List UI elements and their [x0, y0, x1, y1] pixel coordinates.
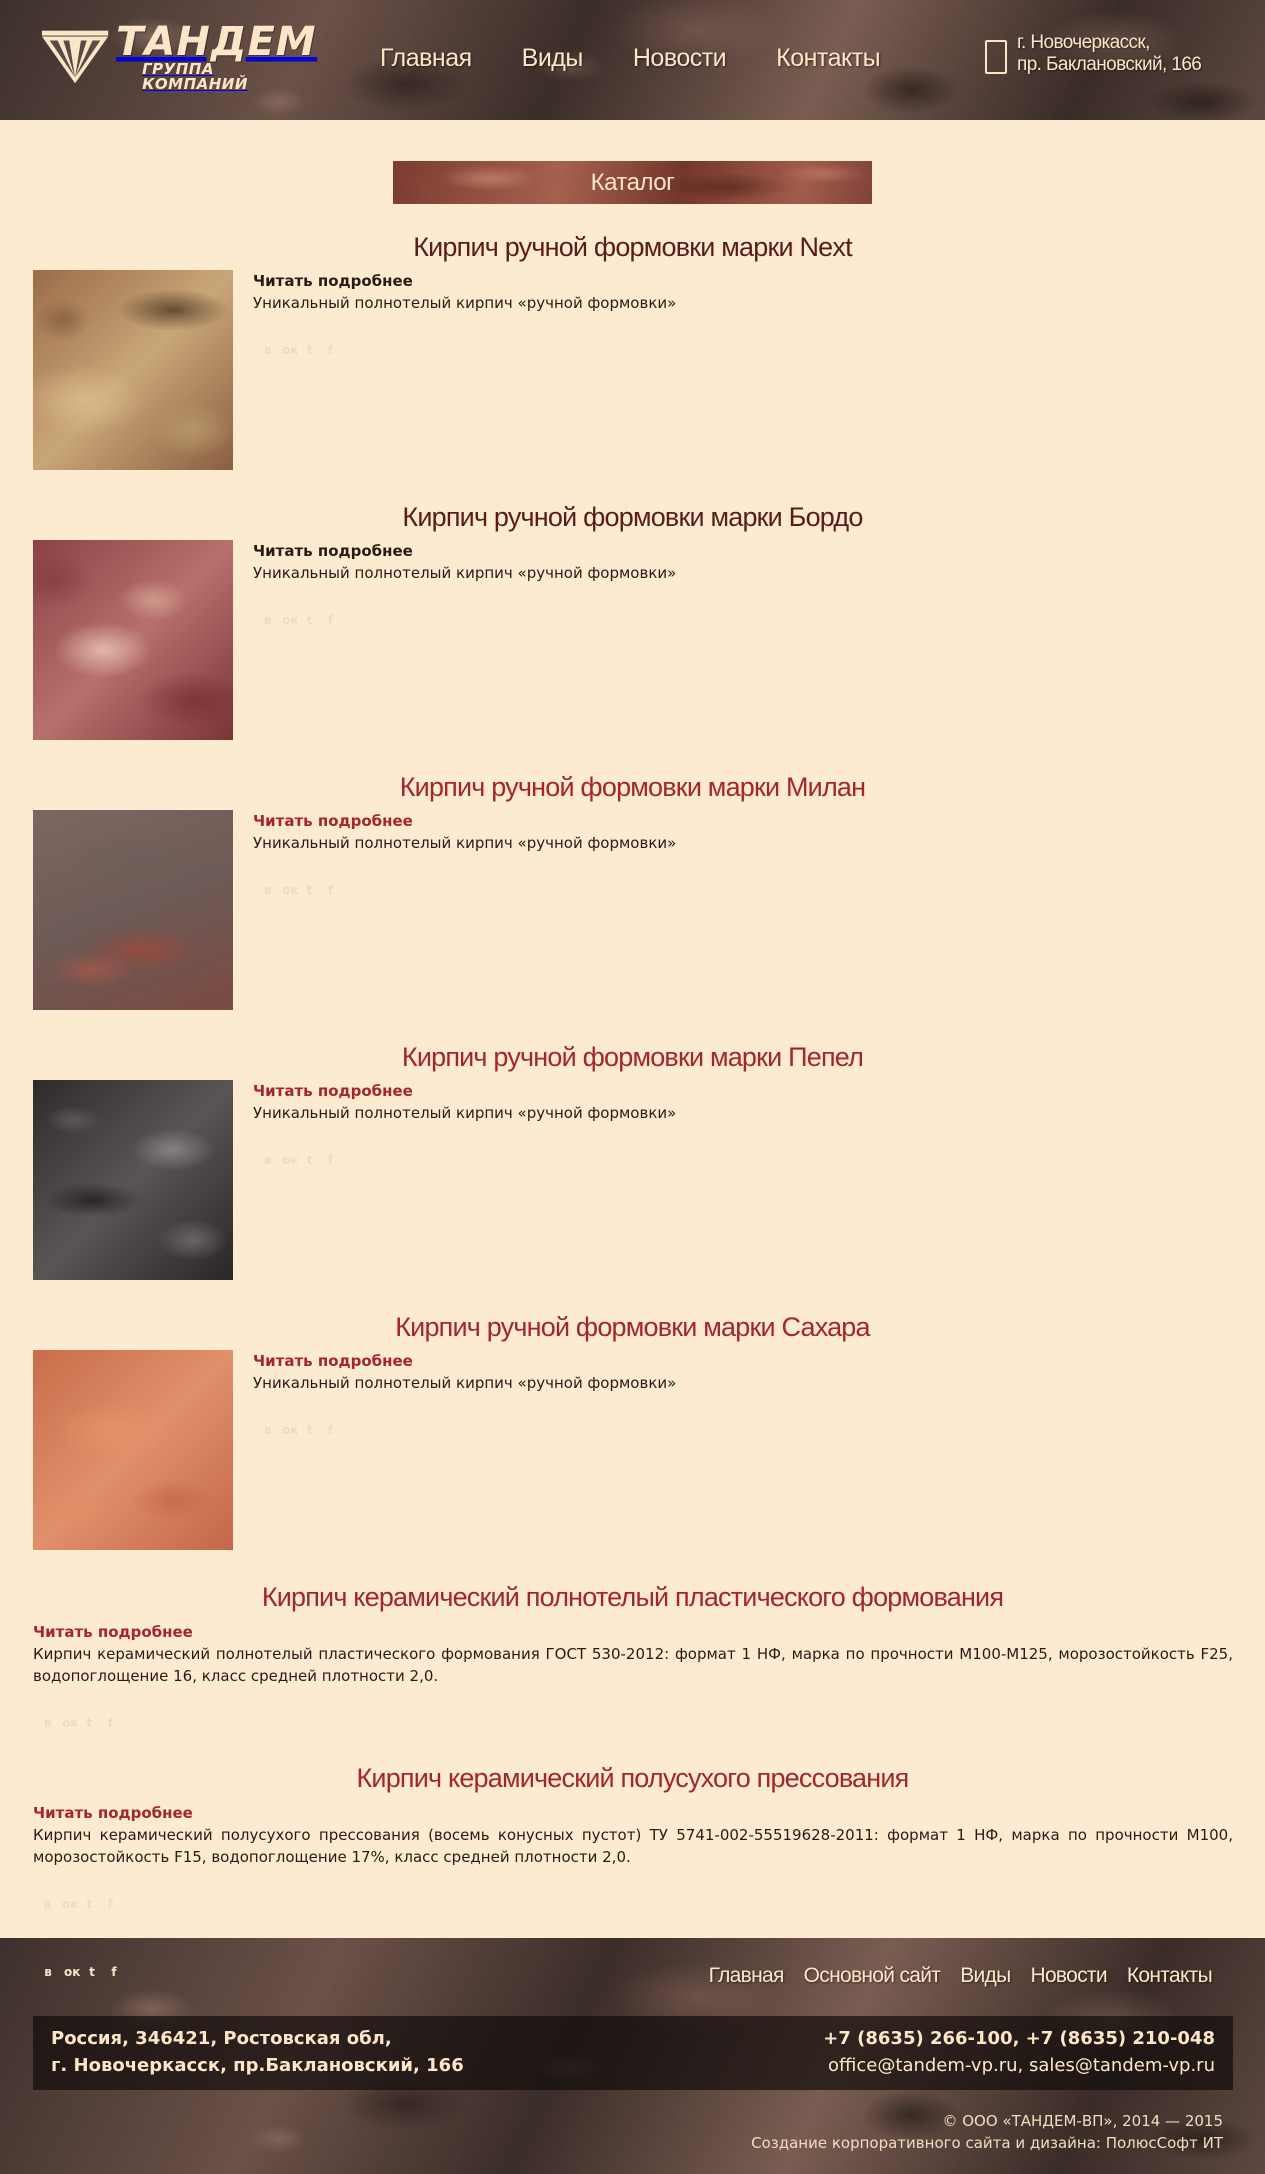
twitter-icon[interactable]: t: [306, 343, 313, 357]
footer-nav-home[interactable]: Главная: [708, 1964, 784, 1987]
product-title-sahara[interactable]: Кирпич ручной формовки марки Сахара: [395, 1312, 870, 1342]
logo-subtitle: ГРУППА КОМПАНИЙ: [142, 60, 248, 93]
product-image-sahara[interactable]: [33, 1350, 233, 1550]
main-nav: [380, 44, 930, 73]
catalog-heading-text: Каталог: [590, 168, 675, 196]
facebook-icon[interactable]: f: [111, 1965, 117, 1979]
read-more-link-bordo[interactable]: Читать подробнее: [253, 542, 413, 560]
odnoklassniki-icon[interactable]: ок: [62, 1897, 79, 1911]
nav-news[interactable]: Новости: [632, 44, 727, 72]
footer-address-line-1: Россия, 346421, Ростовская обл,: [51, 2028, 392, 2049]
product-image-milan[interactable]: [33, 810, 233, 1010]
read-more-link-sahara[interactable]: Читать подробнее: [253, 1352, 413, 1370]
facebook-icon[interactable]: f: [327, 343, 334, 357]
odnoklassniki-icon[interactable]: ок: [282, 1423, 299, 1437]
read-more-link-plastic[interactable]: Читать подробнее: [33, 1623, 193, 1641]
twitter-icon[interactable]: t: [86, 1897, 93, 1911]
footer-emails[interactable]: office@tandem-vp.ru, sales@tandem-vp.ru: [828, 2055, 1215, 2076]
site-footer: [0, 1938, 1265, 2174]
logo-title: ТАНДЕМ: [116, 19, 317, 65]
footer-nav-types[interactable]: Виды: [960, 1964, 1011, 1987]
product-title-bordo[interactable]: Кирпич ручной формовки марки Бордо: [402, 502, 863, 532]
footer-phones[interactable]: +7 (8635) 266-100, +7 (8635) 210-048: [823, 2028, 1215, 2049]
share-buttons-next: [261, 343, 337, 357]
footer-address-line-2: г. Новочеркасск, пр.Баклановский, 166: [51, 2055, 464, 2076]
product-desc-semidry: Кирпич керамический полусухого прессования (восемь конусных пустот) ТУ 5741-002-55519628-2011: формат 1 НФ, марка по прочности М100, морозостойкость F15, водопоглощение 17%, класс средней плотности 2,0.: [33, 1826, 1233, 1866]
vk-icon[interactable]: в: [263, 613, 272, 627]
share-buttons-semidry: [41, 1897, 117, 1911]
product-desc-bordo: Уникальный полнотелый кирпич «ручной формовки»: [253, 564, 677, 582]
odnoklassniki-icon[interactable]: ок: [282, 1153, 299, 1167]
product-desc-next: Уникальный полнотелый кирпич «ручной формовки»: [253, 294, 677, 312]
facebook-icon[interactable]: f: [327, 1423, 334, 1437]
phone-icon: [985, 40, 1007, 74]
logo-fan-icon: [40, 28, 110, 86]
twitter-icon[interactable]: t: [89, 1965, 95, 1979]
nav-types[interactable]: Виды: [521, 44, 583, 72]
facebook-icon[interactable]: f: [107, 1716, 114, 1730]
product-image-bordo[interactable]: [33, 540, 233, 740]
vk-icon[interactable]: в: [43, 1897, 52, 1911]
footer-nav-contacts[interactable]: Контакты: [1126, 1964, 1212, 1987]
footer-social-links: [42, 1965, 120, 1979]
share-buttons-plastic: [41, 1716, 117, 1730]
odnoklassniki-icon[interactable]: ок: [282, 883, 299, 897]
product-title-plastic[interactable]: Кирпич керамический полнотелый пластического формования: [261, 1582, 1004, 1612]
odnoklassniki-icon[interactable]: ок: [282, 613, 299, 627]
share-buttons-milan: [261, 883, 337, 897]
read-more-link-pepel[interactable]: Читать подробнее: [253, 1082, 413, 1100]
footer-copyright: [751, 2110, 1223, 2154]
product-image-pepel[interactable]: [33, 1080, 233, 1280]
read-more-link-next[interactable]: Читать подробнее: [253, 272, 413, 290]
facebook-icon[interactable]: f: [107, 1897, 114, 1911]
company-logo[interactable]: [40, 19, 320, 93]
product-desc-milan: Уникальный полнотелый кирпич «ручной формовки»: [253, 834, 677, 852]
facebook-icon[interactable]: f: [327, 883, 334, 897]
nav-home[interactable]: Главная: [380, 44, 472, 72]
share-buttons-pepel: [261, 1153, 337, 1167]
odnoklassniki-icon[interactable]: ок: [64, 1965, 81, 1979]
site-header: [0, 0, 1265, 120]
twitter-icon[interactable]: t: [306, 613, 313, 627]
twitter-icon[interactable]: t: [306, 883, 313, 897]
twitter-icon[interactable]: t: [86, 1716, 93, 1730]
twitter-icon[interactable]: t: [306, 1153, 313, 1167]
address-line-1: г. Новочеркасск,: [1017, 32, 1150, 53]
vk-icon[interactable]: в: [44, 1965, 52, 1979]
product-title-milan[interactable]: Кирпич ручной формовки марки Милан: [399, 772, 866, 802]
vk-icon[interactable]: в: [263, 1153, 272, 1167]
copyright-text: © ООО «ТАНДЕМ-ВП», 2014 — 2015: [942, 2112, 1223, 2130]
footer-nav: [709, 1964, 1212, 1988]
product-desc-pepel: Уникальный полнотелый кирпич «ручной формовки»: [253, 1104, 677, 1122]
credits-link[interactable]: Создание корпоративного сайта и дизайна: ПолюсСофт ИТ: [751, 2134, 1223, 2152]
header-address: [985, 32, 1201, 76]
product-title-next[interactable]: Кирпич ручной формовки марки Next: [413, 232, 852, 262]
product-desc-plastic: Кирпич керамический полнотелый пластического формования ГОСТ 530-2012: формат 1 НФ, марка по прочности М100-М125, морозостойкость F25, водопоглощение 16, класс средней плотности 2,0.: [33, 1645, 1233, 1685]
share-buttons-sahara: [261, 1423, 337, 1437]
twitter-icon[interactable]: t: [306, 1423, 313, 1437]
product-title-semidry[interactable]: Кирпич керамический полусухого прессования: [356, 1763, 909, 1793]
read-more-link-milan[interactable]: Читать подробнее: [253, 812, 413, 830]
vk-icon[interactable]: в: [263, 343, 272, 357]
product-image-next[interactable]: [33, 270, 233, 470]
product-title-pepel[interactable]: Кирпич ручной формовки марки Пепел: [401, 1042, 864, 1072]
vk-icon[interactable]: в: [263, 1423, 272, 1437]
product-desc-sahara: Уникальный полнотелый кирпич «ручной формовки»: [253, 1374, 677, 1392]
vk-icon[interactable]: в: [43, 1716, 52, 1730]
catalog-heading: [393, 161, 872, 204]
footer-nav-main-site[interactable]: Основной сайт: [803, 1964, 941, 1987]
address-line-2: пр. Баклановский, 166: [1017, 54, 1202, 75]
odnoklassniki-icon[interactable]: ок: [62, 1716, 79, 1730]
share-buttons-bordo: [261, 613, 337, 627]
footer-contact-bar: [33, 2016, 1233, 2090]
nav-contacts[interactable]: Контакты: [776, 44, 881, 72]
odnoklassniki-icon[interactable]: ок: [282, 343, 299, 357]
footer-nav-news[interactable]: Новости: [1030, 1964, 1107, 1987]
read-more-link-semidry[interactable]: Читать подробнее: [33, 1804, 193, 1822]
facebook-icon[interactable]: f: [327, 613, 334, 627]
facebook-icon[interactable]: f: [327, 1153, 334, 1167]
vk-icon[interactable]: в: [263, 883, 272, 897]
